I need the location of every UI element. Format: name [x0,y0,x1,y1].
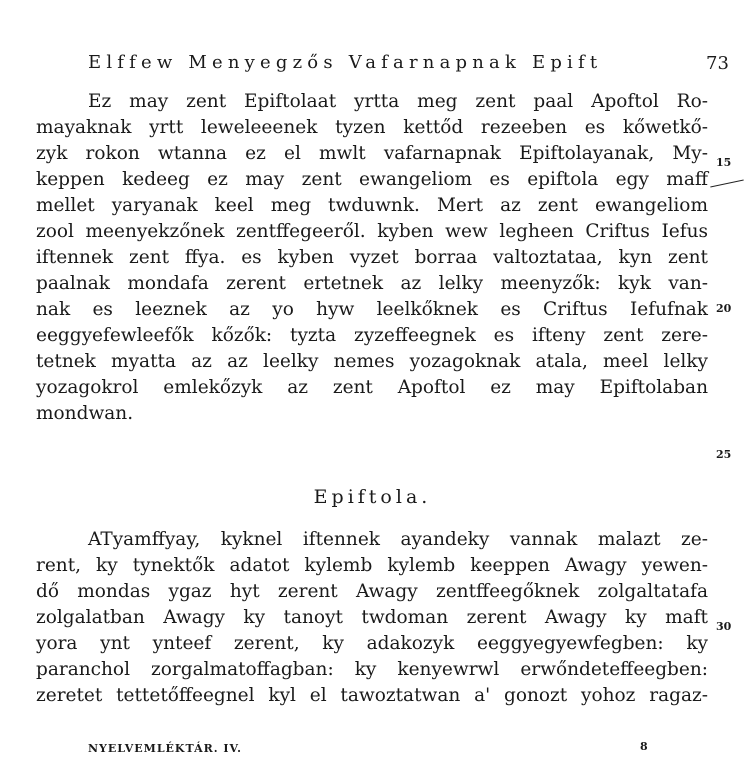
text-line: Ez may zent Epiftolaat yrtta meg zent paal Apoftol Ro- [88,91,708,112]
text-line: rent, ky tynektők adatot kylemb kylemb keeppen Awagy yewen- [36,555,708,576]
margin-line-number: 25 [716,448,732,461]
text-line: nak es leeznek az yo hyw leelkőknek es Criftus Iefufnak [36,299,708,320]
margin-line-number: 30 [716,620,732,633]
text-line: eeggyefewleefők kőzők: tyzta zyzeffeegnek es ifteny zent zere- [36,325,708,346]
footer-signature: NYELVEMLÉKTÁR. IV. [88,742,243,755]
footer-sheet-number: 8 [640,740,648,753]
text-line: mondwan. [36,403,134,424]
margin-mark [710,179,743,187]
text-line: zolgalatban Awagy ky tanoyt twdoman zerent Awagy ky maft [36,607,708,628]
text-line: zeretet tettetőffeegnel kyl el tawoztatwan a' gonozt yohoz ragaz- [36,685,708,706]
text-line: mellet yaryanak keel meg twduwnk. Mert az zent ewangeliom [36,195,708,216]
running-head: Elffew Menyegzős Vafarnapnak Epift [88,52,603,73]
text-line: zyk rokon wtanna ez el mwlt vafarnapnak Epiftolayanak, My- [36,143,708,164]
text-line: dő mondas ygaz hyt zerent Awagy zentffeegőknek zolgaltatafa [36,581,708,602]
text-line: tetnek myatta az az leelky nemes yozagoknak atala, meel lelky [36,351,708,372]
text-line: zool meenyekzőnek zentffegeeről. kyben wew legheen Criftus Iefus [36,221,708,242]
text-line: paranchol zorgalmatoffagban: ky kenyewrwl erwőndeteffeegben: [36,659,708,680]
text-line: yora ynt ynteef zerent, ky adakozyk eeggyegyewfegben: ky [36,633,708,654]
text-line: keppen kedeeg ez may zent ewangeliom es epiftola egy maff [36,169,708,190]
margin-line-number: 15 [716,156,732,169]
text-line: ATyamffyay, kyknel iftennek ayandeky vannak malazt ze- [88,529,708,550]
margin-line-number: 20 [716,302,732,315]
text-line: yozagokrol emlekőzyk az zent Apoftol ez may Epiftolaban [36,377,708,398]
page-number: 73 [706,53,729,74]
text-line: iftennek zent ffya. es kyben vyzet borraa valtoztataa, kyn zent [36,247,708,268]
section-heading: Epiftola. [313,486,432,508]
text-line: paalnak mondafa zerent ertetnek az lelky meenyzők: kyk van- [36,273,708,294]
text-line: mayaknak yrtt leweleeenek tyzen kettőd rezeeben es kőwetkő- [36,117,708,138]
